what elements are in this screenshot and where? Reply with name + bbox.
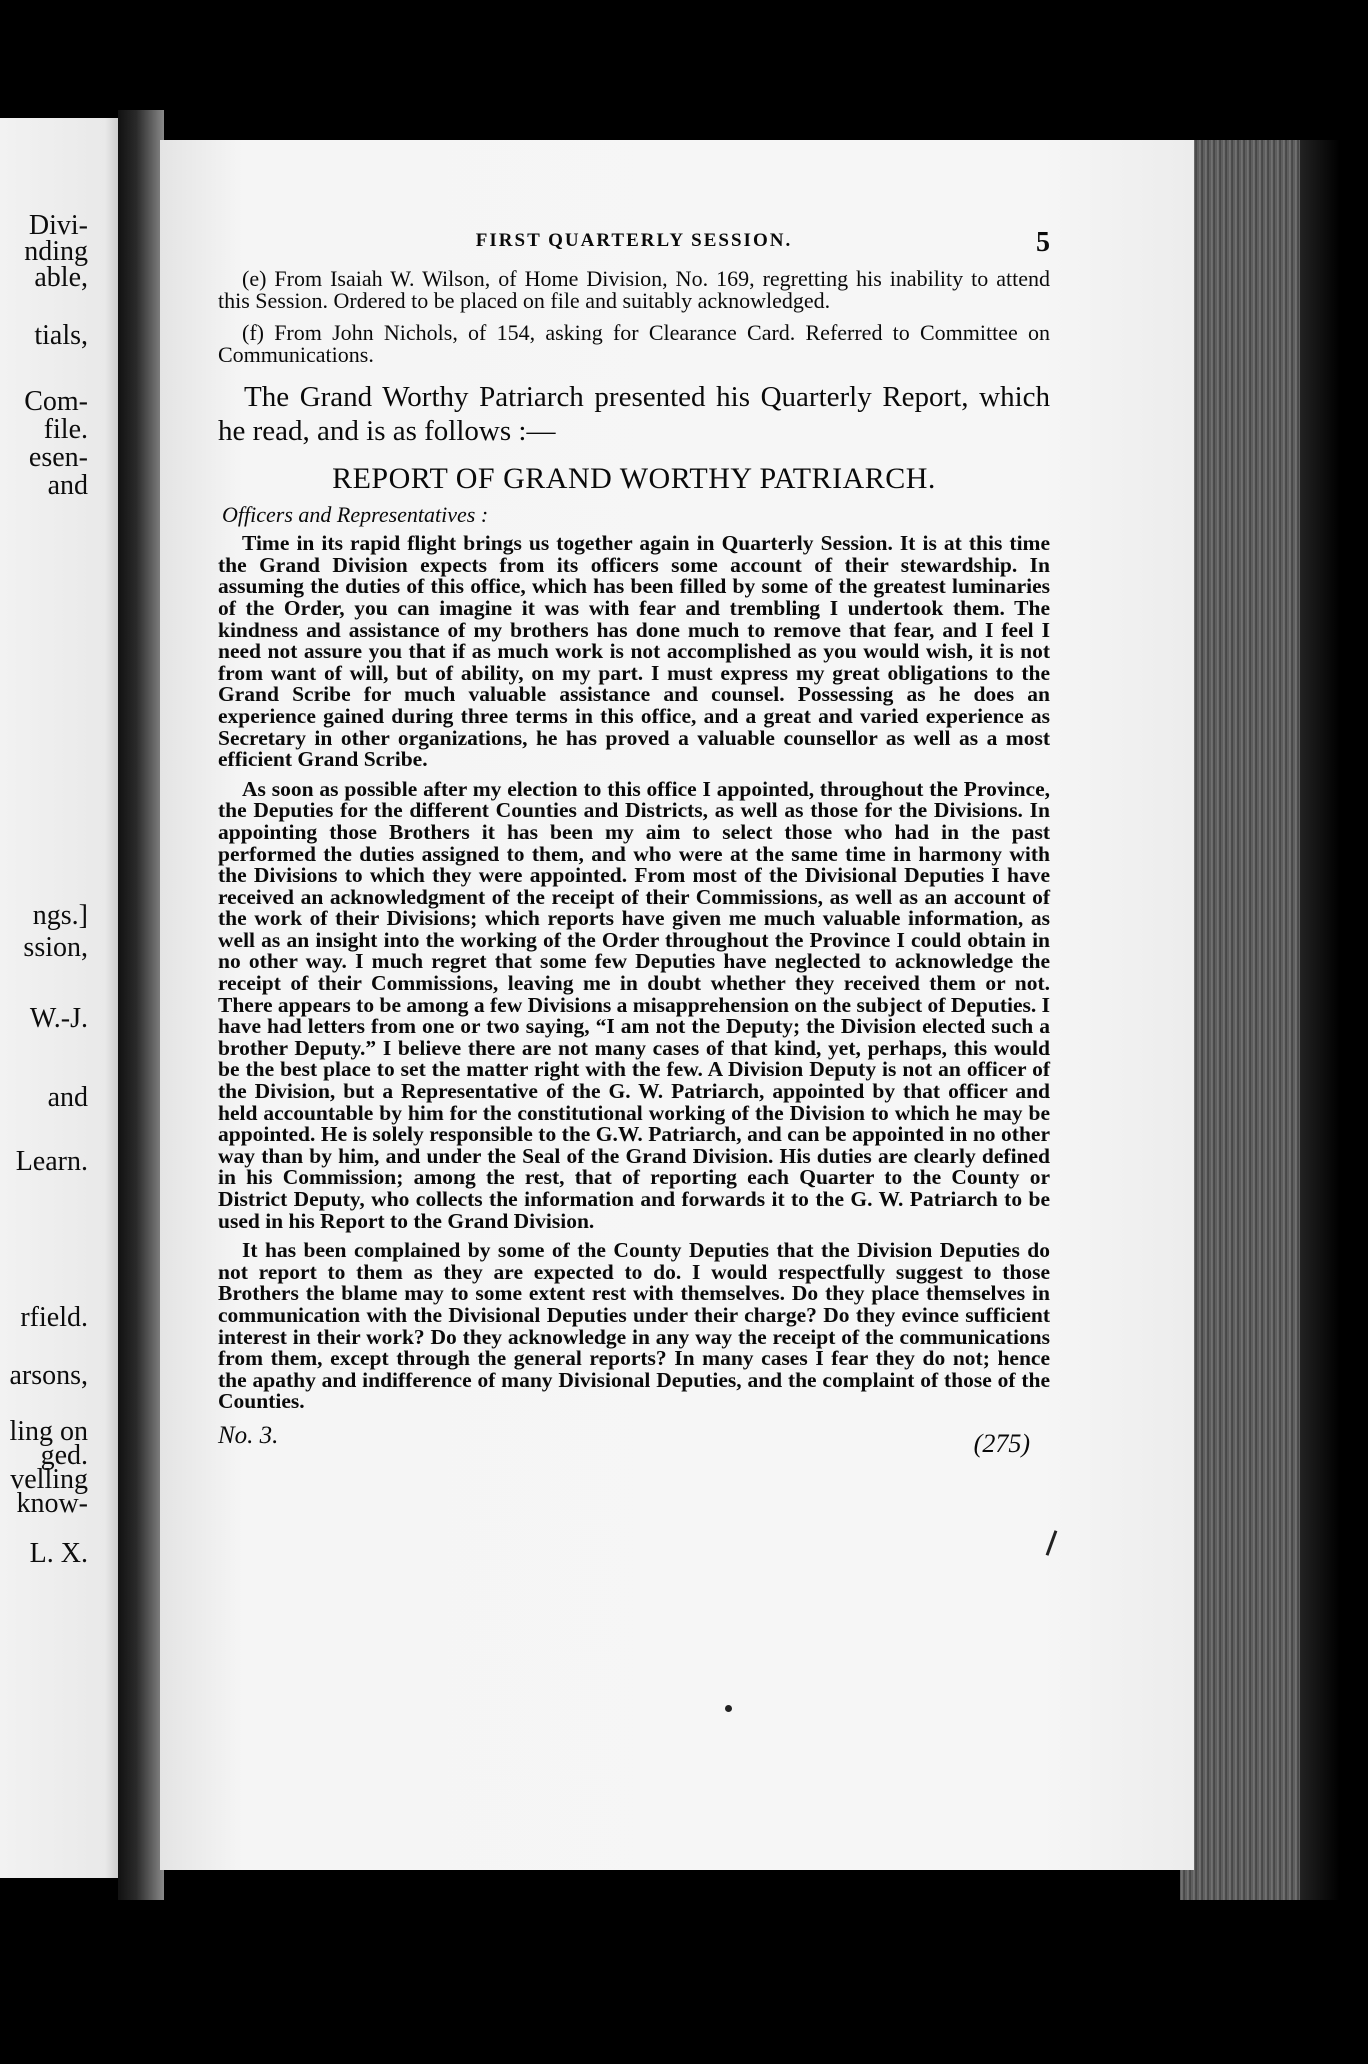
- book-page: [160, 140, 1194, 1870]
- facing-page-fragment: ged.: [40, 1440, 88, 1471]
- facing-page-fragment: Learn.: [15, 1146, 88, 1177]
- note-f: (f) From John Nichols, of 154, asking for Clearance Card. Referred to Committee on Communications.: [218, 320, 1050, 367]
- page-content: [218, 227, 1050, 1465]
- facing-page-fragment: nding: [24, 236, 88, 267]
- facing-page-fragment: W.-J.: [29, 1003, 88, 1034]
- page-number: 5: [1036, 227, 1050, 258]
- facing-page-fragment: ssion,: [23, 932, 88, 963]
- facing-page-fragment: able,: [34, 262, 88, 293]
- facing-page-fragment: tials,: [34, 320, 88, 351]
- report-paragraph-2: As soon as possible after my election to this office I appointed, throughout the Province, the Deputies for the different Counties and Districts, as well as those for the Divisions. In appointing those Brothers it has been my aim to select those who had in the past performed the duties assigned to them, and who were at the same time in harmony with the Divisions to which they were appointed. From most of the Divisional Deputies I have received an acknowledgment of the receipt of their Commissions, as well as an account of the work of their Divisions; which reports have given me much valuable information, as well as an insight into the working of the Order throughout the Province I could obtain in no other way. I much regret that some few Deputies have neglected to acknowledge the receipt of their Commissions, leaving me in doubt whether they received them or not. There appears to be among a few Divisions a misapprehension on the subject of Deputies. I have had letters from one or two saying, “I am not the Deputy; the Division elected such a brother Deputy.” I believe there are not many cases of that kind, yet, perhaps, this would be the best place to set the matter right with the few. A Division Deputy is not an officer of the Division, but a Representative of the G. W. Patriarch, appointed by that officer and held accountable by him for the constitutional working of the Division to which he may be appointed. He is solely responsible to the G.W. Patriarch, and can be appointed in no other way than by him, and under the Seal of the Grand Division. His duties are clearly defined in his Commission; among the rest, that of reporting each Quarter to the County or District Deputy, who collects the information and forwards it to the G. W. Patriarch to be used in his Report to the Grand Division.: [218, 776, 1050, 1233]
- facing-page-fragment: L. X.: [29, 1538, 88, 1569]
- facing-page-fragment: ling on: [9, 1416, 88, 1447]
- facing-page-fragment: arsons,: [9, 1360, 88, 1391]
- facing-page-fragment: velling: [10, 1464, 88, 1495]
- facing-page-fragment: rfield.: [20, 1302, 88, 1333]
- ink-dot: [725, 1705, 732, 1712]
- page-footer: [218, 1421, 1050, 1465]
- facing-page-fragment: ngs.]: [32, 900, 88, 931]
- facing-page-fragment: and: [47, 1082, 88, 1113]
- facing-page-fragment: Divi-: [28, 210, 88, 241]
- running-title: FIRST QUARTERLY SESSION.: [475, 230, 793, 251]
- facing-page-fragment: esen-: [28, 442, 88, 473]
- facing-page-fragment: file.: [43, 414, 88, 445]
- signature-number: (275): [973, 1428, 1030, 1458]
- report-subheading: Officers and Representatives :: [222, 501, 489, 527]
- facing-page-fragment: and: [47, 470, 88, 501]
- margin-pencil-mark: [1046, 1530, 1058, 1555]
- signature-mark: No. 3.: [218, 1421, 279, 1449]
- note-e: (e) From Isaiah W. Wilson, of Home Division, No. 169, regretting his inability to attend this Session. Ordered to be placed on file and suitably acknowledged.: [218, 266, 1050, 313]
- report-heading: REPORT OF GRAND WORTHY PATRIARCH.: [332, 462, 936, 495]
- page-edges: [1180, 140, 1300, 1900]
- facing-page-fragment: Com-: [24, 386, 88, 417]
- page-edges-shadow: [1300, 140, 1340, 1900]
- book-gutter: [118, 110, 164, 1900]
- report-paragraph-1: Time in its rapid flight brings us together again in Quarterly Session. It is at this time the Grand Division expects from its officers some account of their stewardship. In assuming the duties of this office, which has been filled by some of the greatest luminaries of the Order, you can imagine it was with fear and trembling I undertook them. The kindness and assistance of my brothers has done much to remove that fear, and I feel I need not assure you that if as much work is not accomplished as you would wish, it is not from want of will, but of ability, on my part. I must express my great obligations to the Grand Scribe for much valuable assistance and counsel. Possessing as he does an experience gained during three terms in this office, and a great and varied experience as Secretary in other organizations, he has proved a valuable counsellor as well as a most efficient Grand Scribe.: [218, 531, 1050, 772]
- report-paragraph-3: It has been complained by some of the County Deputies that the Division Deputies do not report to them as they are expected to do. I would respectfully suggest to those Brothers the blame may to some extent rest with themselves. Do they place themselves in communication with the Divisional Deputies under their charge? Do they evince sufficient interest in their work? Do they acknowledge in any way the receipt of the communications from them, except through the general reports? In many cases I fear they do not; hence the apathy and indifference of many Divisional Deputies, and the complaint of those of the Counties.: [218, 1238, 1050, 1414]
- intro-paragraph: The Grand Worthy Patriarch presented his Quarterly Report, which he read, and is as follows :—: [218, 381, 1050, 447]
- facing-page-fragment: know-: [16, 1488, 88, 1519]
- running-head: [218, 227, 1050, 264]
